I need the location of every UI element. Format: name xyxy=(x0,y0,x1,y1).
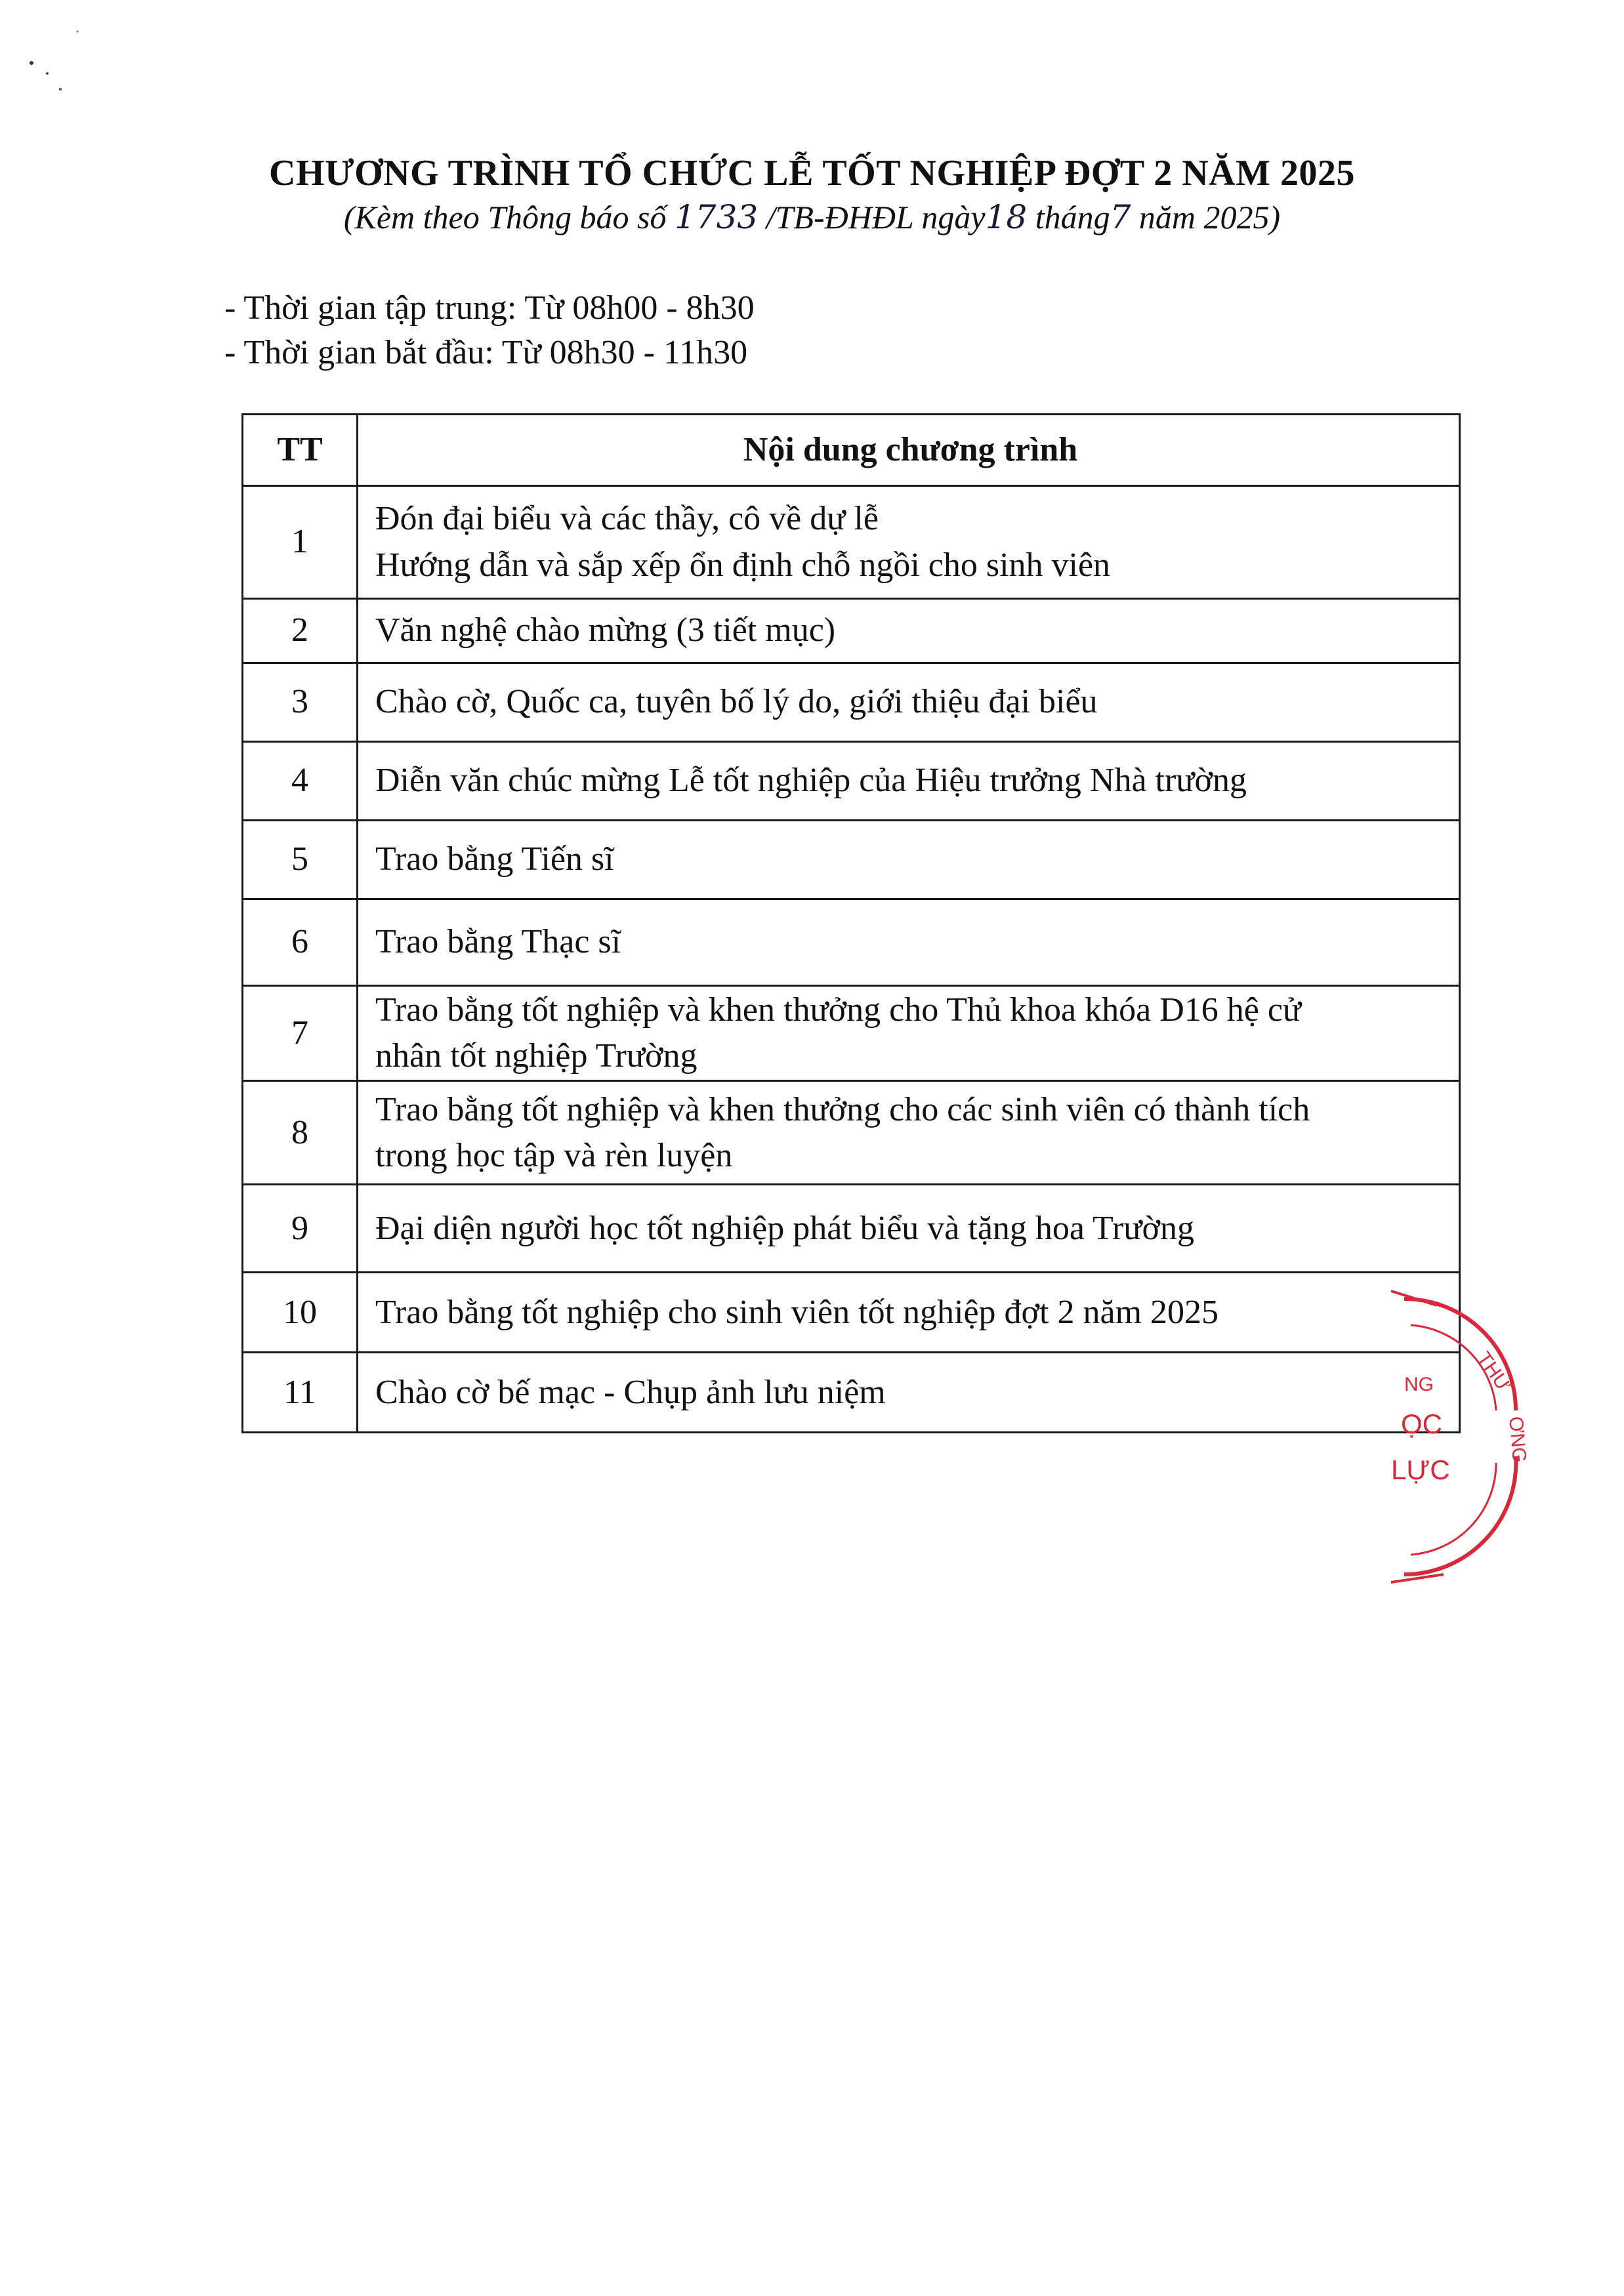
scan-artifact-dots xyxy=(20,26,98,105)
svg-text:ỌC: ỌC xyxy=(1401,1408,1442,1439)
row-number: 3 xyxy=(243,663,358,742)
row-content: Trao bằng tốt nghiệp cho sinh viên tốt nghiệp đợt 2 năm 2025 xyxy=(358,1273,1460,1353)
row-content: Văn nghệ chào mừng (3 tiết mục) xyxy=(358,599,1460,663)
row-content-line: Đón đại biểu và các thầy, cô về dự lễ xyxy=(375,500,879,538)
svg-text:LỰC: LỰC xyxy=(1391,1454,1450,1485)
subtitle-suffix: năm 2025) xyxy=(1138,199,1281,236)
row-content: Đại diện người học tốt nghiệp phát biểu và tặng hoa Trường xyxy=(358,1185,1460,1273)
svg-text:NG: NG xyxy=(1404,1374,1434,1395)
row-number: 1 xyxy=(243,486,358,599)
table-row xyxy=(243,742,1460,821)
handwritten-month: 7 xyxy=(1110,198,1131,236)
official-seal-stamp xyxy=(1365,1286,1562,1588)
row-content: Chào cờ bế mạc - Chụp ảnh lưu niệm xyxy=(358,1353,1460,1433)
table-row xyxy=(243,821,1460,899)
row-content-line: Hướng dẫn và sắp xếp ổn định chỗ ngồi cho sinh viên xyxy=(375,546,1111,584)
row-content xyxy=(358,486,1460,599)
row-number: 4 xyxy=(243,742,358,821)
document-subtitle xyxy=(0,198,1624,236)
row-content-line: Trao bằng tốt nghiệp và khen thưởng cho Thủ khoa khóa D16 hệ cử xyxy=(375,991,1302,1029)
row-content: Diễn văn chúc mừng Lễ tốt nghiệp của Hiệu trưởng Nhà trường xyxy=(358,742,1460,821)
row-number: 11 xyxy=(243,1353,358,1433)
row-content-line: trong học tập và rèn luyện xyxy=(375,1136,733,1174)
gathering-time: - Thời gian tập trung: Từ 08h00 - 8h30 xyxy=(224,289,755,327)
handwritten-notice-number: 1733 xyxy=(674,198,759,236)
table-row xyxy=(243,599,1460,663)
subtitle-mid: /TB-ĐHĐL ngày xyxy=(766,199,986,236)
row-content xyxy=(358,1081,1460,1185)
document-title: CHƯƠNG TRÌNH TỔ CHỨC LỄ TỐT NGHIỆP ĐỢT 2 NĂM 2025 xyxy=(269,153,1355,194)
row-number: 2 xyxy=(243,599,358,663)
row-number: 10 xyxy=(243,1273,358,1353)
table-row xyxy=(243,1081,1460,1185)
table-row xyxy=(243,899,1460,986)
header-content: Nội dung chương trình xyxy=(358,415,1460,486)
subtitle-prefix: (Kèm theo Thông báo số xyxy=(343,199,667,236)
table-row xyxy=(243,1185,1460,1273)
handwritten-day: 18 xyxy=(985,198,1028,236)
table-row xyxy=(243,1273,1460,1353)
row-number: 6 xyxy=(243,899,358,986)
row-number: 5 xyxy=(243,821,358,899)
row-content-line: Trao bằng tốt nghiệp và khen thưởng cho các sinh viên có thành tích xyxy=(375,1090,1310,1128)
row-content: Chào cờ, Quốc ca, tuyên bố lý do, giới thiệu đại biểu xyxy=(358,663,1460,742)
table-row xyxy=(243,986,1460,1081)
row-content-line: nhân tốt nghiệp Trường xyxy=(375,1037,697,1075)
program-schedule-table xyxy=(241,413,1461,1433)
start-time: - Thời gian bắt đầu: Từ 08h30 - 11h30 xyxy=(224,334,748,371)
row-content xyxy=(358,986,1460,1081)
table-row xyxy=(243,486,1460,599)
svg-text:THƯ: THƯ xyxy=(1472,1348,1515,1396)
subtitle-month-label: tháng xyxy=(1035,199,1110,236)
row-content: Trao bằng Tiến sĩ xyxy=(358,821,1460,899)
table-header-row xyxy=(243,415,1460,486)
row-number: 8 xyxy=(243,1081,358,1185)
table-row xyxy=(243,1353,1460,1433)
row-content: Trao bằng Thạc sĩ xyxy=(358,899,1460,986)
row-number: 9 xyxy=(243,1185,358,1273)
header-tt: TT xyxy=(243,415,358,486)
table-row xyxy=(243,663,1460,742)
svg-text:ƠNG: ƠNG xyxy=(1505,1415,1531,1464)
row-number: 7 xyxy=(243,986,358,1081)
